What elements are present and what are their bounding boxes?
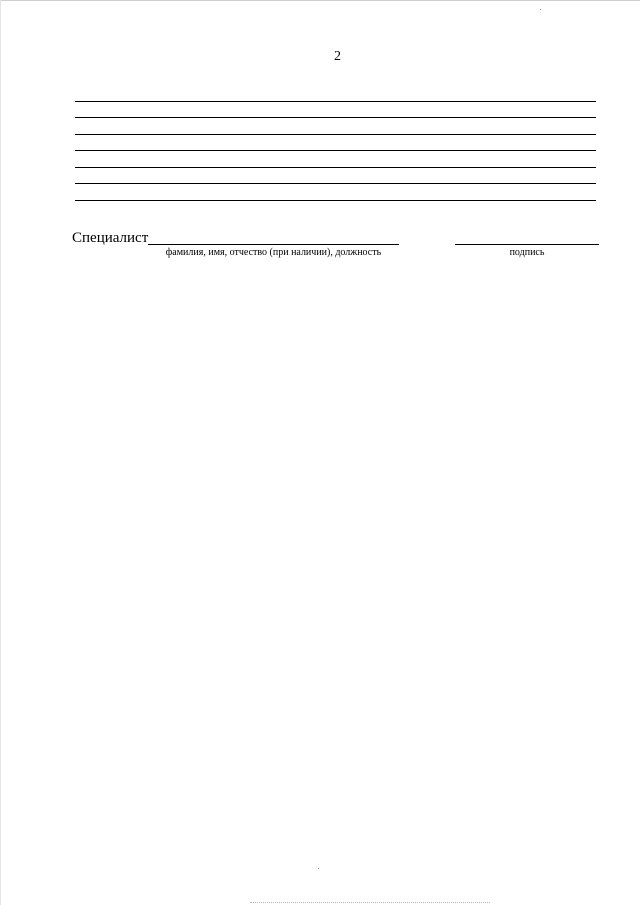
blank-line (75, 167, 596, 168)
blank-line (75, 134, 596, 135)
name-position-caption: фамилия, имя, отчество (при наличии), должность (165, 247, 382, 258)
blank-line (75, 183, 596, 184)
name-position-line (148, 244, 399, 245)
scan-speck (540, 9, 541, 10)
page-top-edge (0, 0, 640, 1)
blank-line (75, 200, 596, 201)
signature-caption: подпись (509, 247, 545, 258)
blank-line (75, 101, 596, 102)
blank-line (75, 117, 596, 118)
page-number: 2 (334, 49, 341, 64)
blank-line (75, 150, 596, 151)
scan-speck (318, 868, 319, 869)
signature-line (455, 244, 599, 245)
page-left-edge (0, 0, 1, 905)
specialist-label: Специалист (72, 230, 149, 246)
